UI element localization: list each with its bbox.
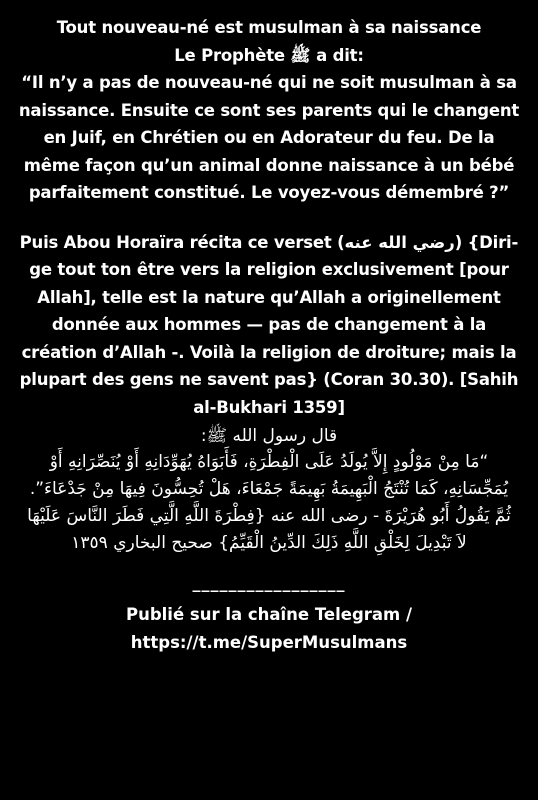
separator-line: _________________ [192, 573, 346, 592]
telegram-credit: Publié sur la chaîne Telegram / [125, 605, 413, 624]
hadith-french-text: “Il n’y a pas de nouveau-né qui ne soit musulman à sa naissance. Ensuite ce sont ses parents qui le changent en Juif, en Chrétien ou en Adorateur du feu. De la même façon qu’un animal donne naissance à un bébé parfaitement constitué. Le voyez-vous démembré ?” [18, 73, 520, 202]
telegram-link[interactable]: https://t.me/SuperMusulmans [130, 633, 408, 652]
post-title: Tout nouveau-né est musulman à sa naissance [56, 18, 482, 37]
hadith-arabic-text: “مَا مِنْ مَوْلُودٍ إِلاَّ يُولَدُ عَلَى الْفِطْرَةِ، فَأَبَوَاهُ يُهَوِّدَانِهِ أَوْ يُنَصِّرَانِهِ أَوْ يُمَجِّسَانِهِ، كَمَا تُنْتَجُ الْبَهِيمَةُ بَهِيمَةً جَمْعَاءَ، هَلْ تُحِسُّونَ فِيهَا مِنْ جَدْعَاءَ”. ثُمَّ يَقُولُ أَبُو هُرَيْرَةَ - رضى الله عنه {فِطْرَةَ اللَّهِ الَّتِي فَطَرَ النَّاسَ عَلَيْهَا لاَ تَبْدِيلَ لِخَلْقِ اللَّهِ ذَلِكَ الدِّينُ الْقَيِّمُ} صحيح البخاري ١٣٥٩ [27, 452, 511, 553]
hadith-intro: Le Prophète ﷺ a dit: [174, 45, 364, 65]
paragraph-gap [18, 207, 520, 229]
verse-french-text: Puis Abou Horaïra récita ce verset (رضي الله عنه) {Dirige tout ton être vers la religion exclusivement [pour Allah], telle est la nature qu’Allah a originellement donnée aux hommes — pas de changement à la création d’Allah -. Voilà la religion de droiture; mais la plupart des gens ne savent pas} (Coran 30.30). [Sahih al-Bukhari 1359] [19, 232, 519, 417]
arabic-heading: قال رسول الله ﷺ: [200, 426, 338, 446]
